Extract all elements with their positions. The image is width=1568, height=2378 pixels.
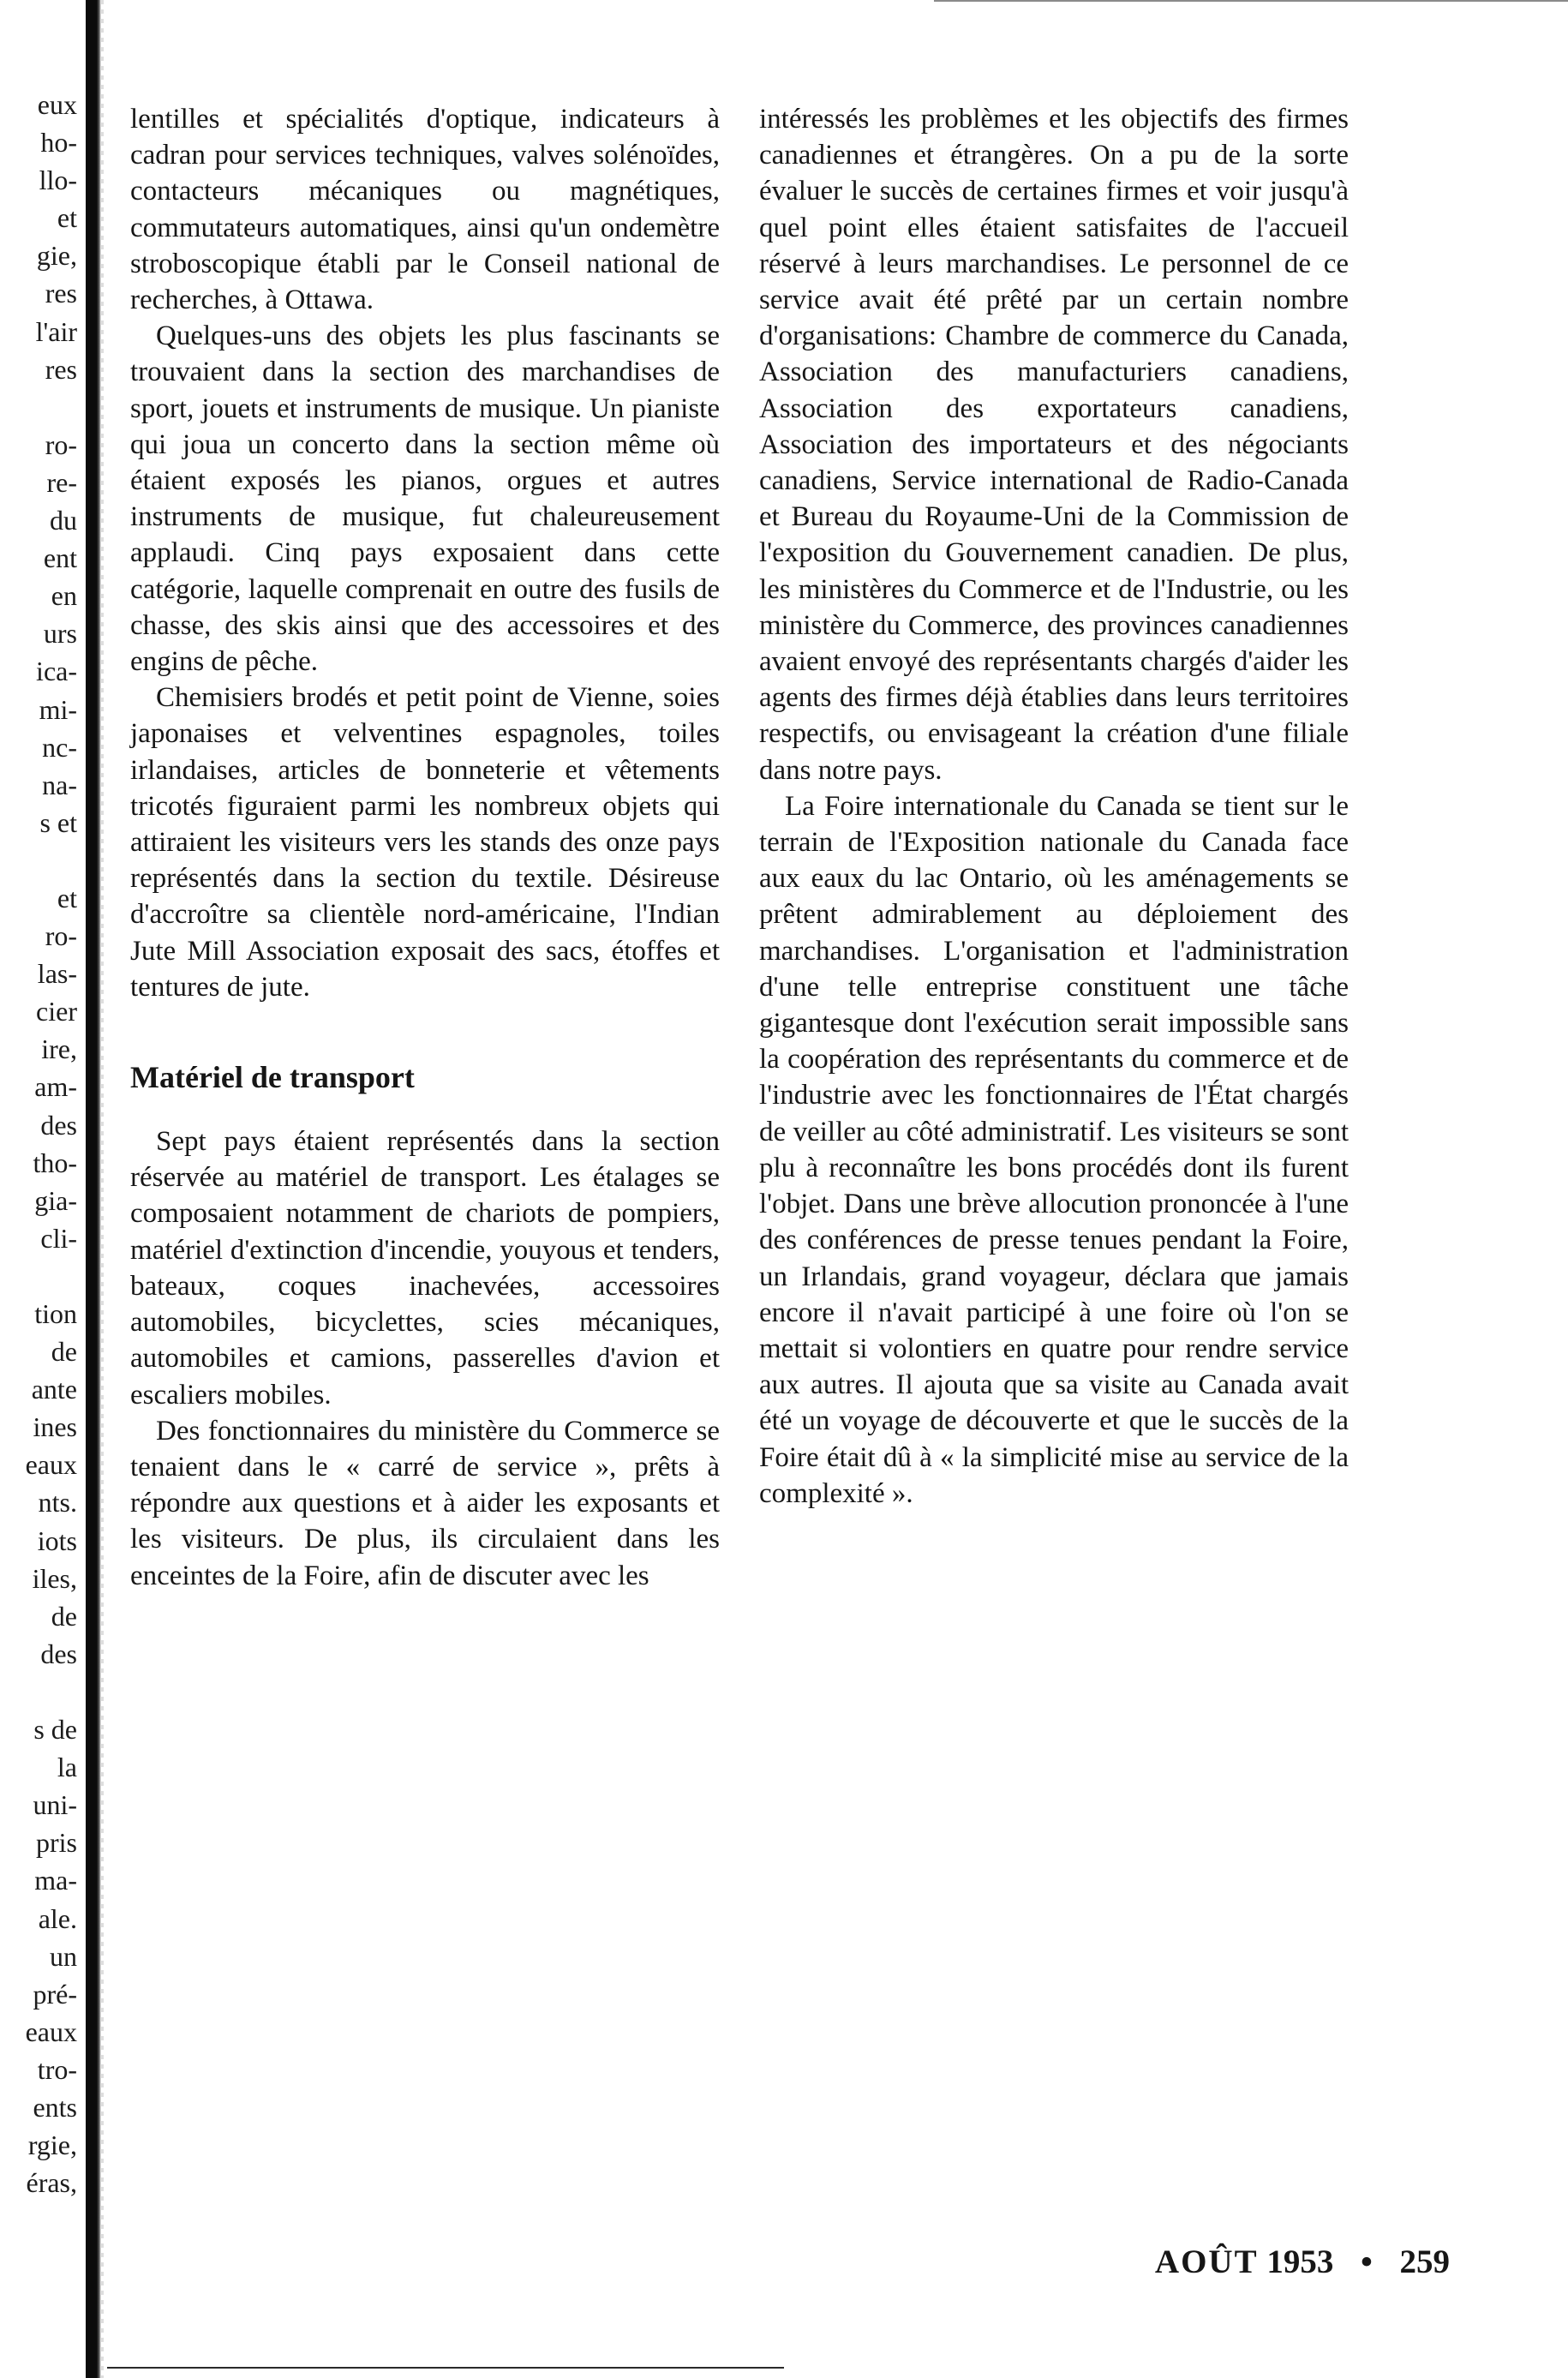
edge-fragment-line: ica- xyxy=(36,656,77,687)
edge-fragment-line: iles, xyxy=(32,1562,77,1594)
paragraph: Quelques-uns des objets les plus fascinants se trouvaient dans la section des marchandises de sport, jouets et instruments de musique. Un pianiste qui joua un concerto dans la section même où étaient exposés les pianos, orgues et autres instruments de musique, fut chaleureusement applaudi. Cinq pays exposaient dans cette catégorie, laquelle comprenait en outre des fusils de chasse, des skis ainsi que des accessoires et des engins de pêche. xyxy=(130,320,720,678)
edge-fragment-line: gia- xyxy=(34,1184,77,1216)
edge-fragment-line: ents xyxy=(33,2091,77,2123)
edge-fragment-line: nc- xyxy=(42,731,77,763)
top-edge-rule xyxy=(934,0,1568,2)
edge-fragment-line: et xyxy=(57,202,77,234)
edge-fragment-line: ale. xyxy=(38,1902,77,1934)
edge-fragment-line: l'air xyxy=(35,315,77,347)
edge-fragment-line: ma- xyxy=(34,1865,77,1896)
paragraph: Chemisiers brodés et petit point de Vienne, soies japonaises et velventines espagnoles, toiles irlandaises, articles de bonneterie et vêtements tricotés figuraient parmi les nombreux objets qui attiraient les visiteurs vers les stands des onze pays représentés dans la section du textile. Désireuse d'accroître sa clientèle nord-américaine, l'Indian Jute Mill Association exposait des sacs, étoffes et tentures de jute. xyxy=(130,682,720,1003)
edge-fragment-line: ent xyxy=(43,542,77,574)
edge-fragment-line: rgie, xyxy=(27,2129,77,2161)
edge-fragment-line: tro- xyxy=(37,2053,77,2085)
edge-fragment-line: pris xyxy=(36,1827,77,1859)
adjacent-page-fragment xyxy=(0,86,82,2228)
edge-fragment-line: uni- xyxy=(33,1789,77,1821)
edge-fragment-line: de xyxy=(51,1600,77,1632)
edge-fragment-line: s et xyxy=(39,806,77,838)
edge-fragment-line: des xyxy=(40,1109,77,1141)
edge-fragment-line: las- xyxy=(37,958,77,990)
paragraph: intéressés les problèmes et les objectifs des firmes canadiennes et étrangères. On a pu de la sorte évaluer le succès de certaines firmes et voir jusqu'à quel point elles étaient satisfaites de l'accueil réservé à leurs marchandises. Le personnel de ce service avait été prêté par un certain nombre d'organisations: Chambre de commerce du Canada, Association des manufacturiers canadiens, Association des exportateurs canadiens, Association des importateurs et des négociants canadiens, Service international de Radio-Canada et Bureau du Royaume-Uni de la Commission de l'exposition du Gouvernement canadien. De plus, les ministères du Commerce et de l'Industrie, ou les ministère du Commerce, des provinces canadiennes avaient envoyé des représentants chargés d'aider les agents des firmes déjà établies dans leurs territoires respectifs, ou envisageant la création d'une filiale dans notre pays. xyxy=(759,104,1349,786)
section-heading: Matériel de transport xyxy=(130,1060,415,1095)
edge-fragment-line: re- xyxy=(46,466,77,498)
edge-fragment-line: s de xyxy=(33,1714,77,1746)
edge-fragment-line: des xyxy=(40,1638,77,1669)
edge-fragment-line: un xyxy=(50,1940,77,1972)
edge-fragment-line: iots xyxy=(37,1524,77,1556)
edge-fragment-line: ante xyxy=(31,1374,77,1405)
edge-fragment-line: ro- xyxy=(45,428,77,460)
edge-fragment-line xyxy=(0,1257,82,1295)
edge-fragment-line: la xyxy=(57,1752,77,1783)
article-column-left xyxy=(130,101,720,1594)
footer-month: AOÛT xyxy=(1154,2243,1259,2280)
footer-year: 1953 xyxy=(1266,2243,1334,2280)
edge-fragment-line: tion xyxy=(34,1298,77,1329)
edge-fragment-line: mi- xyxy=(39,693,77,725)
edge-fragment-line: ines xyxy=(33,1411,77,1443)
edge-fragment-line: gie, xyxy=(36,240,77,272)
edge-fragment-line: de xyxy=(51,1336,77,1368)
edge-fragment-line: llo- xyxy=(39,165,77,196)
edge-fragment-line: tho- xyxy=(33,1147,77,1178)
edge-fragment-line: ho- xyxy=(40,127,77,159)
footer-separator: • xyxy=(1361,2243,1373,2280)
edge-fragment-line: cier xyxy=(36,996,77,1027)
edge-fragment-line: ro- xyxy=(45,920,77,952)
edge-fragment-line: nts. xyxy=(38,1487,77,1518)
paragraph: La Foire internationale du Canada se tient sur le terrain de l'Exposition nationale du Canada face aux eaux du lac Ontario, où les aménagements se prêtent admirablement au déploiement des marchandises. L'organisation et l'administration d'une telle entreprise constituent une tâche gigantesque dont l'exécution serait impossible sans la coopération des représentants du commerce et de l'industrie avec les fonctionnaires de l'État chargés de veiller au côté administratif. Les visiteurs se sont plu à reconnaître les bons procédés dont ils furent l'objet. Dans une brève allocution prononcée à l'une des conférences de presse tenues pendant la Foire, un Irlandais, grand voyageur, déclara que jamais encore il n'avait participé à une foire où l'on se mettait si volontiers en quatre pour rendre service aux autres. Il ajouta que sa visite au Canada avait été un voyage de découverte et que le succès de la Foire était dû à « la simplicité mise au service de la complexité ». xyxy=(759,790,1349,1509)
edge-fragment-line: am- xyxy=(34,1071,77,1103)
edge-fragment-line: du xyxy=(50,505,77,536)
page-footer xyxy=(1155,2243,1450,2281)
edge-fragment-line: en xyxy=(51,580,77,612)
edge-fragment-line: urs xyxy=(43,618,77,650)
edge-fragment-line: ire, xyxy=(41,1033,77,1065)
article-column-right xyxy=(759,101,1349,1512)
edge-fragment-line: eaux xyxy=(25,2016,77,2047)
edge-fragment-line: cli- xyxy=(40,1222,77,1254)
edge-fragment-line: éras, xyxy=(26,2167,77,2199)
binding-gutter xyxy=(86,0,101,2378)
edge-fragment-line xyxy=(0,842,82,879)
paragraph: Des fonctionnaires du ministère du Commerce se tenaient dans le « carré de service », prêts à répondre aux questions et à aider les exposants et les visiteurs. De plus, ils circulaient dans les enceintes de la Foire, afin de discuter avec les xyxy=(130,1415,720,1591)
paragraph: lentilles et spécialités d'optique, indicateurs à cadran pour services techniques, valves solénoïdes, contacteurs mécaniques ou magnétiques, commutateurs automatiques, ainsi qu'un ondemètre stroboscopique établi par le Conseil national de recherches, à Ottawa. xyxy=(130,104,720,316)
edge-fragment-line: na- xyxy=(42,769,77,800)
edge-fragment-line: eaux xyxy=(25,1449,77,1481)
edge-fragment-line: eux xyxy=(37,89,77,120)
edge-fragment-line: et xyxy=(57,882,77,913)
edge-fragment-line: pré- xyxy=(33,1978,77,2010)
edge-fragment-line: res xyxy=(45,278,77,309)
edge-fragment-line: res xyxy=(45,353,77,385)
edge-fragment-line xyxy=(0,1673,82,1710)
edge-fragment-line xyxy=(0,388,82,426)
paragraph: Sept pays étaient représentés dans la section réservée au matériel de transport. Les étalages se composaient notamment de chariots de pompiers, matériel d'extinction d'incendie, youyous et tenders, bateaux, coques inachevées, accessoires automobiles, bicyclettes, scies mécaniques, automobiles et camions, passerelles d'avion et escaliers mobiles. xyxy=(130,1126,720,1411)
page-number: 259 xyxy=(1399,2243,1450,2280)
bottom-edge-rule xyxy=(107,2367,784,2369)
binding-texture xyxy=(101,0,104,2378)
